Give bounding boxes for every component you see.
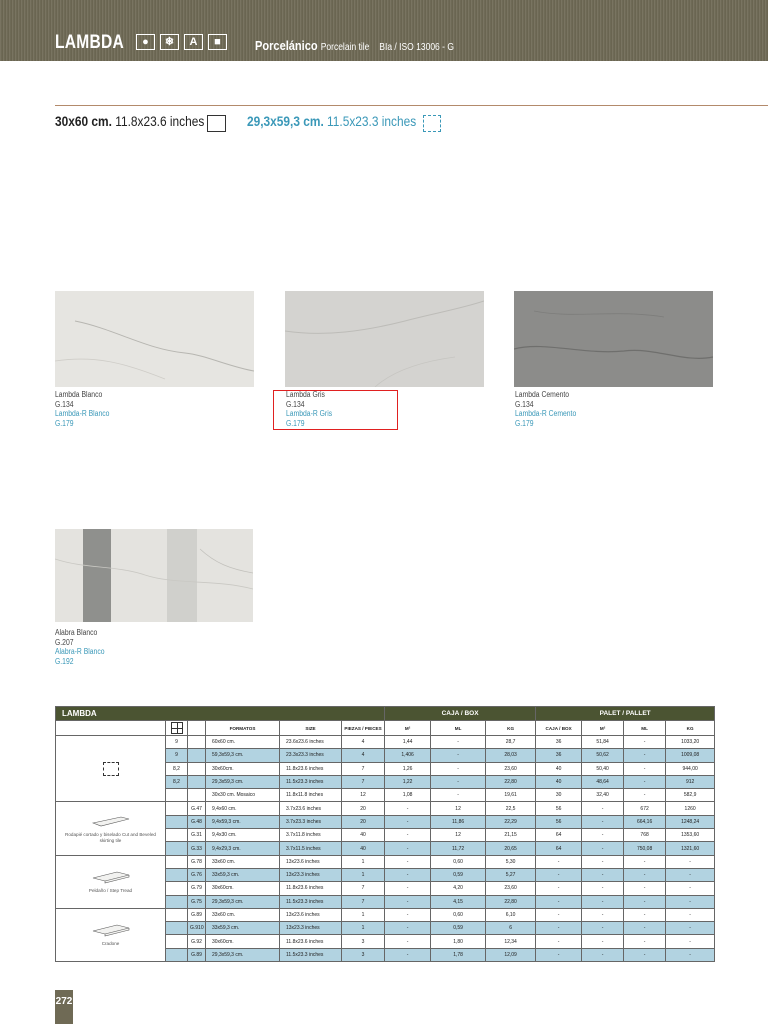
square-icon: ■ [208, 34, 227, 50]
cell-pml: - [624, 736, 666, 749]
cell-size: 3.7x23.3 inches [280, 815, 342, 828]
cell-th [166, 842, 188, 855]
tile-caption [55, 390, 109, 428]
cell-piezas: 40 [342, 829, 385, 842]
table-row [56, 736, 715, 749]
cell-pcaja: 64 [536, 829, 582, 842]
cell-th [166, 948, 188, 961]
cell-piezas: 7 [342, 775, 385, 788]
cell-ml: - [431, 736, 486, 749]
group-label: Peldaño / Step Tread [88, 887, 133, 893]
cell-pm2: 32,40 [582, 789, 624, 802]
cell-formato: 30x60cm. [206, 882, 280, 895]
cell-kg: 12,09 [486, 948, 536, 961]
cell-pkg: - [666, 868, 715, 881]
cell-pcaja: - [536, 868, 582, 881]
cell-piezas: 40 [342, 842, 385, 855]
cell-kg: 12,34 [486, 935, 536, 948]
cell-pm2: - [582, 895, 624, 908]
cell-pcaja: 64 [536, 842, 582, 855]
material-label [255, 38, 454, 53]
cell-formato: 33x60 cm. [206, 908, 280, 921]
tile-r-code: G.179 [286, 418, 305, 428]
cell-ml: - [431, 789, 486, 802]
cell-kg: 28,7 [486, 736, 536, 749]
col-piezas: PIEZAS / PIECES [342, 721, 385, 736]
group-label: Cradone [101, 940, 120, 946]
cell-code [188, 789, 206, 802]
cell-code: G.47 [188, 802, 206, 815]
cell-piezas: 3 [342, 935, 385, 948]
code-header [188, 721, 206, 736]
divider [55, 105, 768, 106]
cell-pkg: - [666, 948, 715, 961]
header-bar [0, 0, 768, 61]
cell-m2: - [385, 855, 431, 868]
cell-pkg: 1033,20 [666, 736, 715, 749]
spec-icons [136, 34, 227, 50]
cell-pm2: 50,40 [582, 762, 624, 775]
cell-piezas: 7 [342, 882, 385, 895]
cell-pkg: 1009,08 [666, 749, 715, 762]
cell-size: 3.7x11.5 inches [280, 842, 342, 855]
col-pallet-ml: ML [624, 721, 666, 736]
cell-m2: 1,26 [385, 762, 431, 775]
cell-pcaja: 40 [536, 775, 582, 788]
norm-label: BIa / ISO 13006 - G [379, 42, 454, 53]
cell-pml: - [624, 908, 666, 921]
tile-code: G.134 [515, 399, 534, 409]
cell-pm2: - [582, 815, 624, 828]
cell-code: G.78 [188, 855, 206, 868]
piece-drawing-icon [91, 814, 131, 828]
col-ml: ML [431, 721, 486, 736]
col-pallet-box: CAJA / BOX [536, 721, 582, 736]
cell-formato: 60x60 cm. [206, 736, 280, 749]
group-cell [56, 736, 166, 802]
cell-m2: - [385, 922, 431, 935]
cell-ml: 12 [431, 829, 486, 842]
cell-ml: 0,59 [431, 922, 486, 935]
cell-pml: - [624, 922, 666, 935]
cell-pkg: 944,00 [666, 762, 715, 775]
cell-formato: 30x60cm. [206, 935, 280, 948]
cell-kg: 22,80 [486, 895, 536, 908]
cell-th: 9 [166, 736, 188, 749]
tile-swatch-lambda-gris [285, 291, 484, 387]
cell-pcaja: - [536, 908, 582, 921]
blank-header [56, 721, 166, 736]
cell-kg: 23,60 [486, 882, 536, 895]
cell-kg: 23,60 [486, 762, 536, 775]
cell-formato: 9,4x29,3 cm. [206, 842, 280, 855]
bottle-icon: ● [136, 34, 155, 50]
cell-piezas: 12 [342, 789, 385, 802]
cell-pcaja: - [536, 922, 582, 935]
cell-m2: - [385, 829, 431, 842]
cell-th [166, 868, 188, 881]
cell-piezas: 1 [342, 868, 385, 881]
cell-kg: 5,30 [486, 855, 536, 868]
cell-kg: 22,29 [486, 815, 536, 828]
cell-pml: 664,16 [624, 815, 666, 828]
cell-pkg: 1321,60 [666, 842, 715, 855]
cell-pml: - [624, 948, 666, 961]
cell-size: 13x23.6 inches [280, 908, 342, 921]
cell-th [166, 895, 188, 908]
cell-code: G.89 [188, 948, 206, 961]
cell-kg: 5,27 [486, 868, 536, 881]
cell-pml: 672 [624, 802, 666, 815]
col-size: SIZE [280, 721, 342, 736]
selection-highlight [273, 390, 398, 430]
cell-code: G.33 [188, 842, 206, 855]
cell-kg: 19,61 [486, 789, 536, 802]
cell-formato: 30x60cm. [206, 762, 280, 775]
snowflake-icon: ❄ [160, 34, 179, 50]
cell-code [188, 775, 206, 788]
cell-m2: 1,44 [385, 736, 431, 749]
cell-m2: 1,406 [385, 749, 431, 762]
cell-kg: 28,03 [486, 749, 536, 762]
cell-size: 23.6x23.6 inches [280, 736, 342, 749]
cell-th: 8,2 [166, 762, 188, 775]
cell-pm2: - [582, 868, 624, 881]
caja-header: CAJA / BOX [385, 707, 536, 721]
cell-pm2: - [582, 855, 624, 868]
table-title: LAMBDA [56, 707, 385, 721]
cell-pm2: 51,84 [582, 736, 624, 749]
cell-kg: 6 [486, 922, 536, 935]
cell-m2: - [385, 802, 431, 815]
cell-code [188, 762, 206, 775]
cell-th [166, 922, 188, 935]
cell-kg: 6,10 [486, 908, 536, 921]
table-row [56, 908, 715, 921]
cell-pm2: - [582, 829, 624, 842]
cell-size: 11.5x23.3 inches [280, 775, 342, 788]
col-m2: M² [385, 721, 431, 736]
cell-ml: 0,60 [431, 855, 486, 868]
tile-r-code: G.179 [515, 418, 534, 428]
cell-ml: - [431, 762, 486, 775]
cell-pcaja: 30 [536, 789, 582, 802]
palet-header: PALET / PALLET [536, 707, 715, 721]
cell-size: 11.5x23.3 inches [280, 948, 342, 961]
tile-r-name: Lambda-R Blanco [55, 409, 110, 419]
tile-caption [55, 628, 105, 666]
cell-pml: - [624, 895, 666, 908]
group-label: Rodapié cortado y biselado Cut and Beveled skirting tile [65, 831, 156, 843]
cell-piezas: 3 [342, 948, 385, 961]
cell-piezas: 1 [342, 922, 385, 935]
group-cell [56, 908, 166, 961]
cell-th [166, 855, 188, 868]
tile-r-code: G.192 [55, 656, 74, 666]
cell-size: 11.8x23.6 inches [280, 762, 342, 775]
cell-piezas: 7 [342, 895, 385, 908]
cell-piezas: 4 [342, 749, 385, 762]
grid-icon [171, 722, 183, 734]
cell-code: G.48 [188, 815, 206, 828]
tile-r-name: Alabra-R Blanco [55, 647, 105, 657]
cell-m2: - [385, 815, 431, 828]
cell-pkg: 912 [666, 775, 715, 788]
material-name: Porcelánico [255, 38, 318, 53]
tile-name: Lambda Gris [286, 390, 325, 399]
cell-pcaja: 40 [536, 762, 582, 775]
cell-size: 3.7x23.6 inches [280, 802, 342, 815]
cell-formato: 30x30 cm. Mosaico [206, 789, 280, 802]
cell-pml: - [624, 789, 666, 802]
tile-name: Alabra Blanco [55, 628, 98, 637]
tile-caption [515, 390, 576, 428]
cell-pml: - [624, 882, 666, 895]
cell-m2: - [385, 895, 431, 908]
cell-pcaja: 56 [536, 802, 582, 815]
cell-formato: 59,3x59,3 cm. [206, 749, 280, 762]
cell-m2: - [385, 908, 431, 921]
cell-m2: 1,08 [385, 789, 431, 802]
letter-a-icon: A [184, 34, 203, 50]
cell-size: 13x23.3 inches [280, 922, 342, 935]
col-formatos: FORMATOS [206, 721, 280, 736]
cell-kg: 20,65 [486, 842, 536, 855]
cell-size: 11.8x11.8 inches [280, 789, 342, 802]
cell-th: 9 [166, 749, 188, 762]
cell-m2: - [385, 868, 431, 881]
cell-ml: 4,20 [431, 882, 486, 895]
cell-formato: 29,3x59,3 cm. [206, 948, 280, 961]
cell-ml: 1,78 [431, 948, 486, 961]
format-inches: 11.5x23.3 inches [327, 113, 417, 129]
cell-pcaja: - [536, 855, 582, 868]
format-rectified-off-icon [207, 115, 226, 132]
rectified-tile-icon [103, 762, 119, 776]
cell-pml: - [624, 868, 666, 881]
format-30x60 [55, 113, 204, 129]
group-cell [56, 855, 166, 908]
cell-pkg: - [666, 895, 715, 908]
cell-piezas: 1 [342, 908, 385, 921]
tile-name: Lambda Blanco [55, 390, 103, 399]
table-row [56, 802, 715, 815]
piece-drawing-icon [91, 923, 131, 937]
tile-code: G.134 [55, 399, 74, 409]
packing-table [55, 706, 714, 962]
cell-th [166, 908, 188, 921]
tile-code: G.207 [55, 637, 74, 647]
cell-m2: - [385, 842, 431, 855]
cell-pkg: - [666, 922, 715, 935]
cell-size: 3.7x11.8 inches [280, 829, 342, 842]
cell-piezas: 1 [342, 855, 385, 868]
cell-pkg: 582,9 [666, 789, 715, 802]
cell-size: 13x23.3 inches [280, 868, 342, 881]
cell-pkg: 1260 [666, 802, 715, 815]
cell-th [166, 789, 188, 802]
cell-pcaja: - [536, 935, 582, 948]
cell-formato: 9,4x60 cm. [206, 802, 280, 815]
cell-pkg: - [666, 908, 715, 921]
table-row [56, 855, 715, 868]
cell-pml: 750,08 [624, 842, 666, 855]
cell-ml: 12 [431, 802, 486, 815]
tile-swatch-alabra-blanco [55, 529, 253, 622]
cell-size: 11.5x23.3 inches [280, 895, 342, 908]
tile-name: Lambda Cemento [515, 390, 570, 399]
material-sub: Porcelain tile [320, 42, 370, 53]
cell-ml: 0,59 [431, 868, 486, 881]
tile-swatch-lambda-blanco [55, 291, 254, 387]
cell-m2: 1,22 [385, 775, 431, 788]
cell-ml: - [431, 749, 486, 762]
tile-r-code: G.179 [55, 418, 74, 428]
cell-piezas: 7 [342, 762, 385, 775]
brand-title: LAMBDA [55, 32, 124, 53]
cell-pml: - [624, 762, 666, 775]
cell-pm2: - [582, 842, 624, 855]
cell-formato: 29,3x59,3 cm. [206, 895, 280, 908]
tile-r-name: Lambda-R Gris [286, 409, 333, 419]
cell-m2: - [385, 882, 431, 895]
cell-ml: 0,60 [431, 908, 486, 921]
cell-pml: - [624, 935, 666, 948]
cell-formato: 33x59,3 cm. [206, 922, 280, 935]
cell-code: G.910 [188, 922, 206, 935]
cell-pcaja: 36 [536, 749, 582, 762]
cell-pcaja: 36 [536, 736, 582, 749]
format-cm: 29,3x59,3 cm. [247, 113, 324, 129]
cell-formato: 9,4x30 cm. [206, 829, 280, 842]
cell-pkg: 1248,24 [666, 815, 715, 828]
cell-pm2: - [582, 882, 624, 895]
cell-m2: - [385, 948, 431, 961]
cell-th [166, 815, 188, 828]
cell-th: 8,2 [166, 775, 188, 788]
tile-code: G.134 [286, 399, 305, 409]
cell-pm2: - [582, 922, 624, 935]
cell-code: G.89 [188, 908, 206, 921]
cell-th [166, 829, 188, 842]
cell-pm2: - [582, 948, 624, 961]
piece-drawing-icon [91, 870, 131, 884]
cell-pcaja: - [536, 882, 582, 895]
col-pallet-kg: KG [666, 721, 715, 736]
cell-formato: 29,3x59,3 cm. [206, 775, 280, 788]
cell-pcaja: - [536, 895, 582, 908]
cell-code [188, 736, 206, 749]
cell-pkg: 1353,60 [666, 829, 715, 842]
cell-ml: 11,72 [431, 842, 486, 855]
cell-kg: 22,80 [486, 775, 536, 788]
cell-pml: - [624, 749, 666, 762]
cell-pm2: - [582, 908, 624, 921]
cell-ml: - [431, 775, 486, 788]
tile-r-name: Lambda-R Cemento [515, 409, 577, 419]
cell-pml: - [624, 855, 666, 868]
cell-pm2: - [582, 935, 624, 948]
cell-piezas: 4 [342, 736, 385, 749]
cell-piezas: 20 [342, 815, 385, 828]
col-kg: KG [486, 721, 536, 736]
cell-size: 23.3x23.3 inches [280, 749, 342, 762]
cell-ml: 1,80 [431, 935, 486, 948]
format-29x59 [247, 113, 416, 129]
cell-kg: 22,5 [486, 802, 536, 815]
cell-pcaja: 56 [536, 815, 582, 828]
cell-m2: - [385, 935, 431, 948]
cell-code [188, 749, 206, 762]
cell-kg: 21,15 [486, 829, 536, 842]
cell-pkg: - [666, 882, 715, 895]
cell-code: G.75 [188, 895, 206, 908]
cell-th [166, 882, 188, 895]
cell-pkg: - [666, 855, 715, 868]
cell-code: G.76 [188, 868, 206, 881]
cell-pkg: - [666, 935, 715, 948]
format-rectified-icon [423, 115, 441, 132]
cell-ml: 4,15 [431, 895, 486, 908]
cell-code: G.31 [188, 829, 206, 842]
cell-formato: 33x60 cm. [206, 855, 280, 868]
cell-th [166, 935, 188, 948]
group-cell [56, 802, 166, 855]
grid-header [166, 721, 188, 736]
cell-ml: 11,86 [431, 815, 486, 828]
cell-size: 11.8x23.6 inches [280, 935, 342, 948]
cell-code: G.92 [188, 935, 206, 948]
cell-piezas: 20 [342, 802, 385, 815]
cell-pm2: 48,64 [582, 775, 624, 788]
cell-pm2: 50,62 [582, 749, 624, 762]
cell-pml: - [624, 775, 666, 788]
cell-formato: 9,4x59,3 cm. [206, 815, 280, 828]
cell-formato: 33x59,3 cm. [206, 868, 280, 881]
cell-pcaja: - [536, 948, 582, 961]
format-cm: 30x60 cm. [55, 113, 112, 129]
cell-size: 11.8x23.6 inches [280, 882, 342, 895]
tile-swatch-lambda-cemento [514, 291, 713, 387]
col-pallet-m2: M² [582, 721, 624, 736]
cell-pml: 768 [624, 829, 666, 842]
cell-code: G.79 [188, 882, 206, 895]
page-number: 272 [55, 990, 73, 1024]
cell-th [166, 802, 188, 815]
cell-size: 13x23.6 inches [280, 855, 342, 868]
format-inches: 11.8x23.6 inches [115, 113, 205, 129]
cell-pm2: - [582, 802, 624, 815]
